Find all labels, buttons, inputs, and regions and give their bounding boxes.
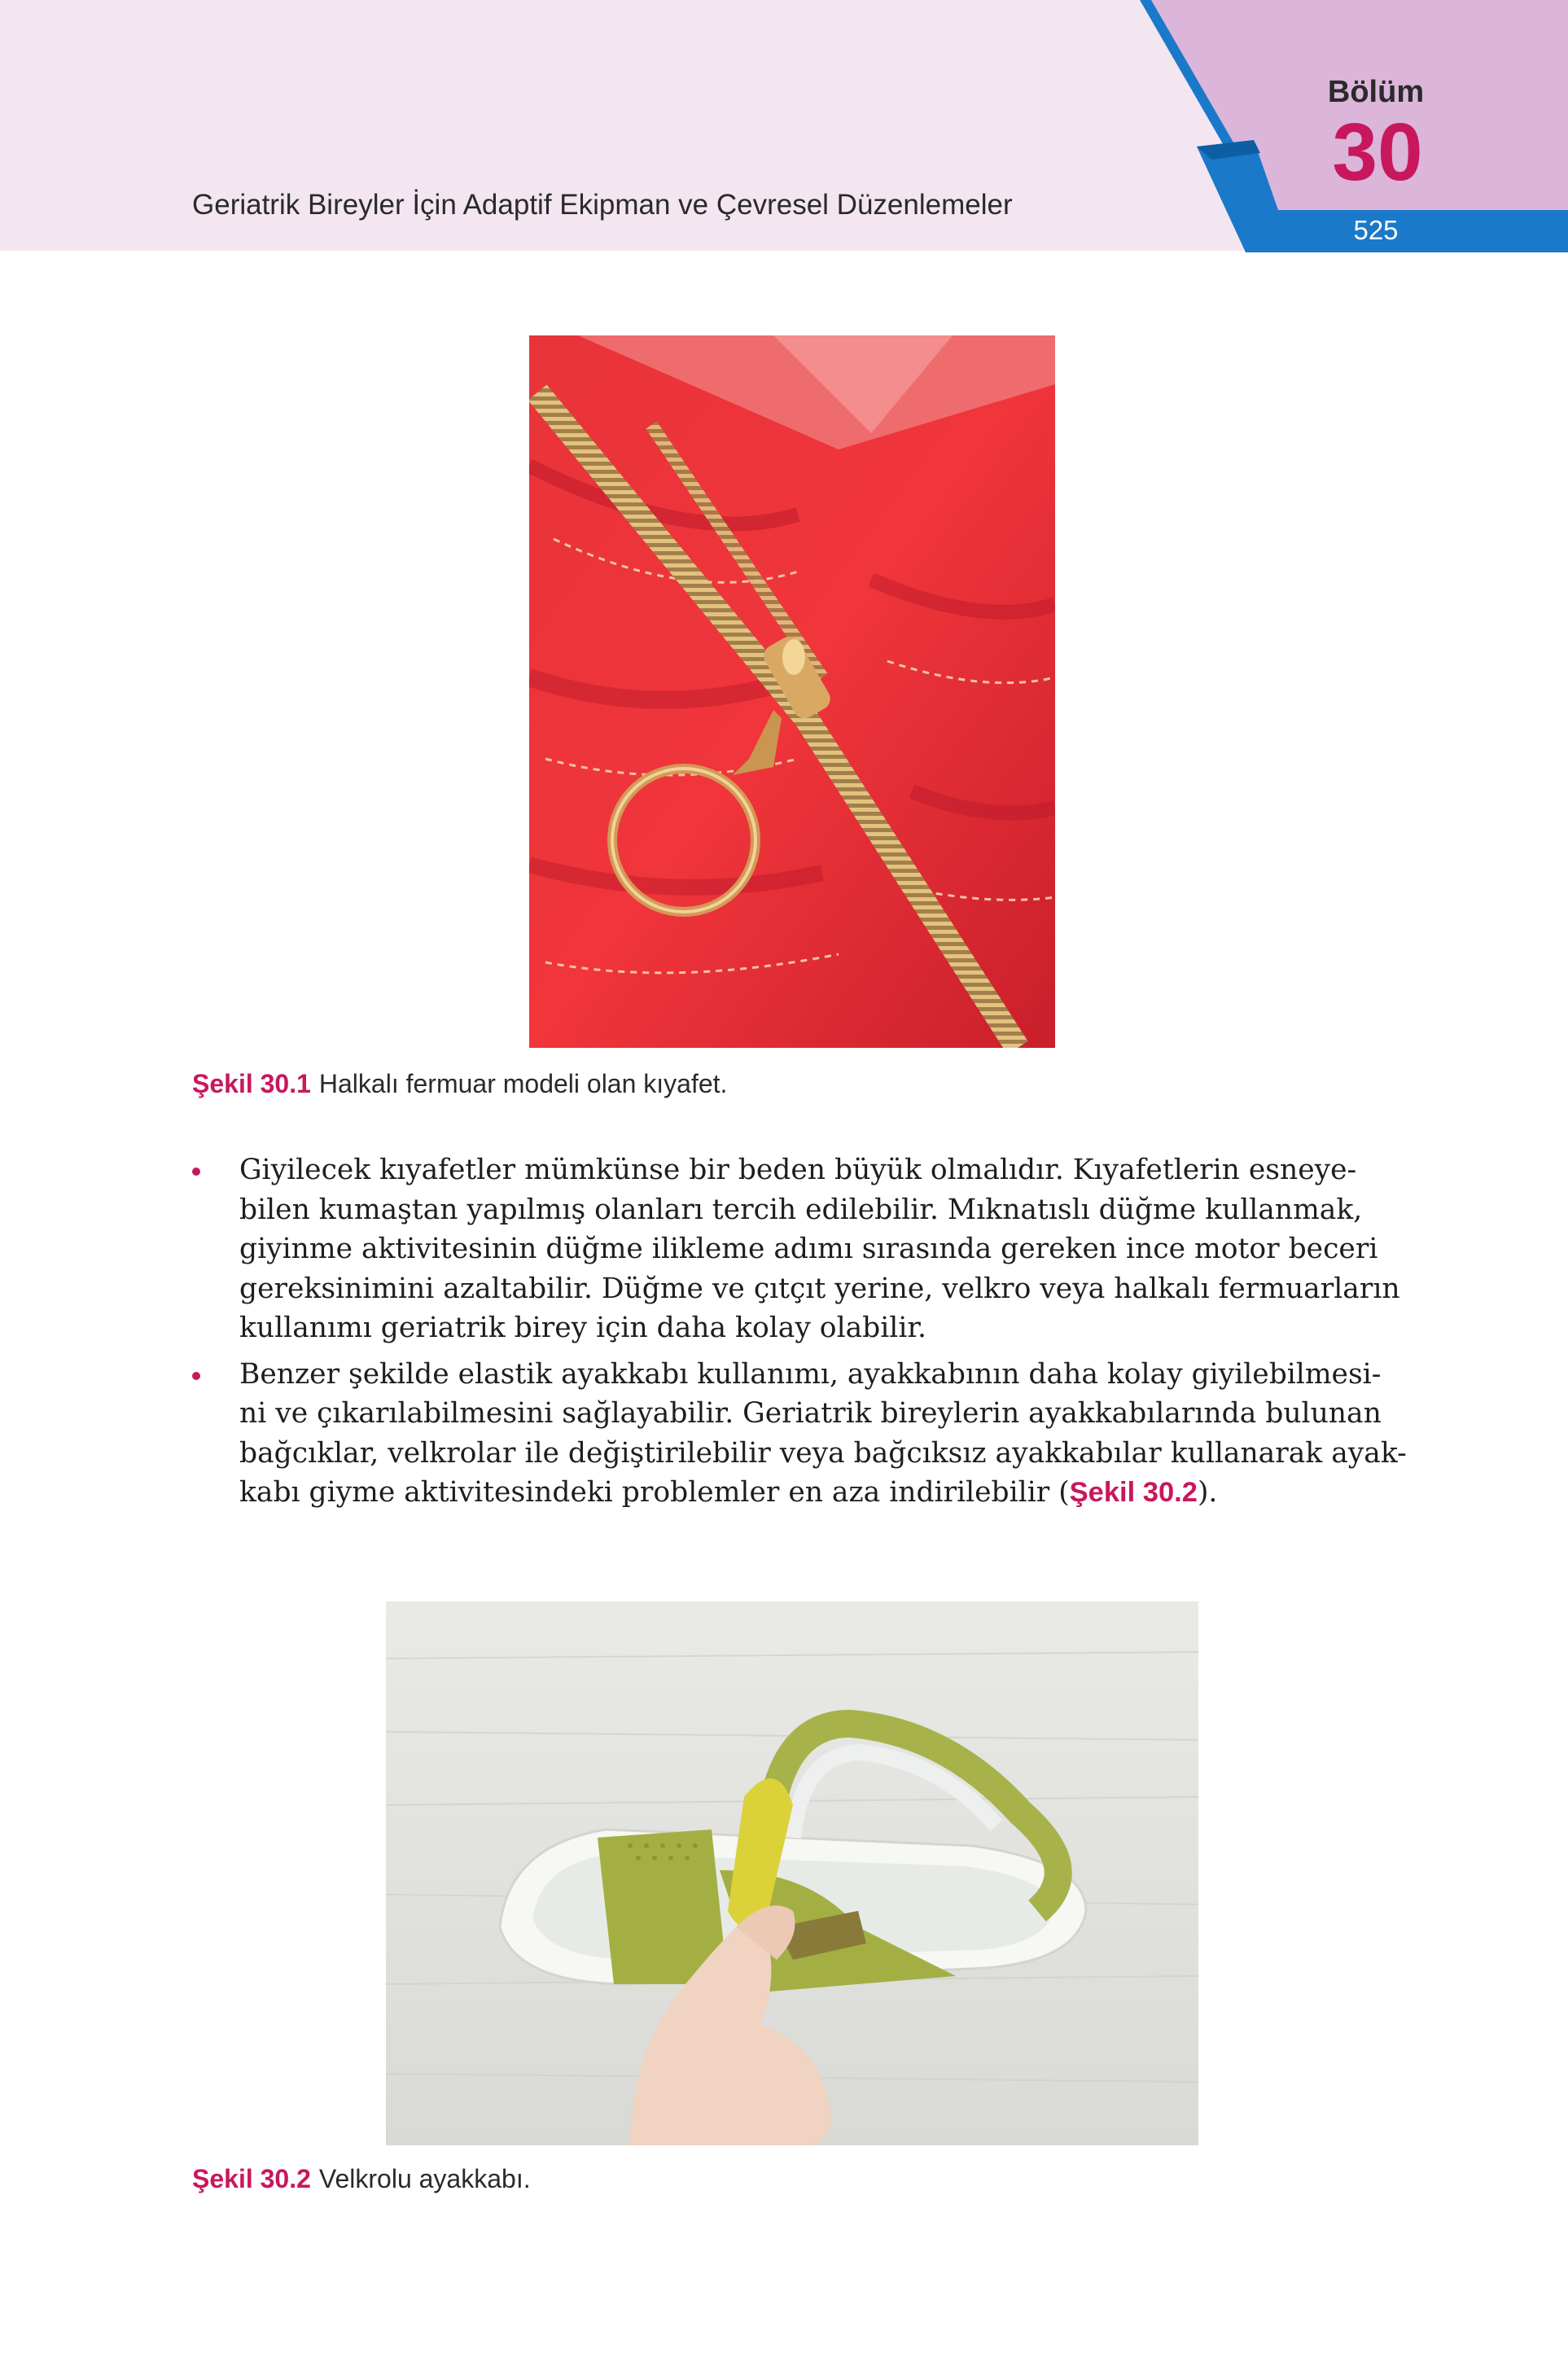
chapter-label: Bölüm — [1327, 75, 1425, 109]
text-line: Giyilecek kıyafetler mümkünse bir beden büyük olmalıdır. Kıyafetlerin esneye- — [239, 1154, 1357, 1186]
text-line: bilen kumaştan yapılmış olanları tercih edilebilir. Mıknatıslı düğme kullanmak, — [239, 1193, 1363, 1226]
bullet-dot — [192, 1168, 200, 1176]
figure-caption-2 — [192, 2164, 531, 2194]
figure-caption-1 — [192, 1069, 727, 1099]
text-line: kullanımı geriatrik birey için daha kolay olabilir. — [239, 1312, 927, 1344]
bullet-item — [192, 1150, 1400, 1348]
running-title: Geriatrik Bireyler İçin Adaptif Ekipman ve Çevresel Düzenlemeler — [192, 189, 1013, 221]
text-line: gereksinimini azaltabilir. Düğme ve çıtçıt yerine, velkro veya halkalı fermuarların — [239, 1272, 1400, 1305]
figure-label-1: Şekil 30.1 — [192, 1069, 311, 1098]
figure-caption-text-1: Halkalı fermuar modeli olan kıyafet. — [318, 1069, 728, 1098]
bullet-list — [192, 1150, 1407, 1513]
figure-caption-text-2: Velkrolu ayakkabı. — [318, 2164, 531, 2193]
chapter-number: 30 — [1332, 107, 1423, 198]
bullet-item — [192, 1355, 1407, 1513]
bullet-dot — [192, 1372, 200, 1380]
text-fragment: ). — [1197, 1476, 1218, 1509]
text-line-last — [239, 1473, 1389, 1513]
text-line: bağcıklar, velkrolar ile değiştirilebilir veya bağcıksız ayakkabılar kullanarak ayak- — [239, 1436, 1407, 1470]
text-fragment: kabı giyme aktivitesindeki problemler en aza indirilebilir ( — [239, 1476, 1070, 1509]
zipper-jacket-photo — [529, 335, 1055, 1048]
velcro-shoe-photo — [386, 1601, 1198, 2145]
text-line: giyinme aktivitesinin düğme ilikleme adımı sırasında gereken ince motor beceri — [239, 1233, 1378, 1265]
text-line: Benzer şekilde elastik ayakkabı kullanımı, ayakkabının daha kolay giyilebilmesi- — [239, 1357, 1382, 1391]
figure-label-2: Şekil 30.2 — [192, 2164, 311, 2193]
text-line: ni ve çıkarılabilmesini sağlayabilir. Geriatrik bireylerin ayakkabılarında bulunan — [239, 1397, 1382, 1430]
figure-reference-link[interactable]: Şekil 30.2 — [1069, 1477, 1198, 1508]
page-number: 525 — [1353, 215, 1399, 245]
